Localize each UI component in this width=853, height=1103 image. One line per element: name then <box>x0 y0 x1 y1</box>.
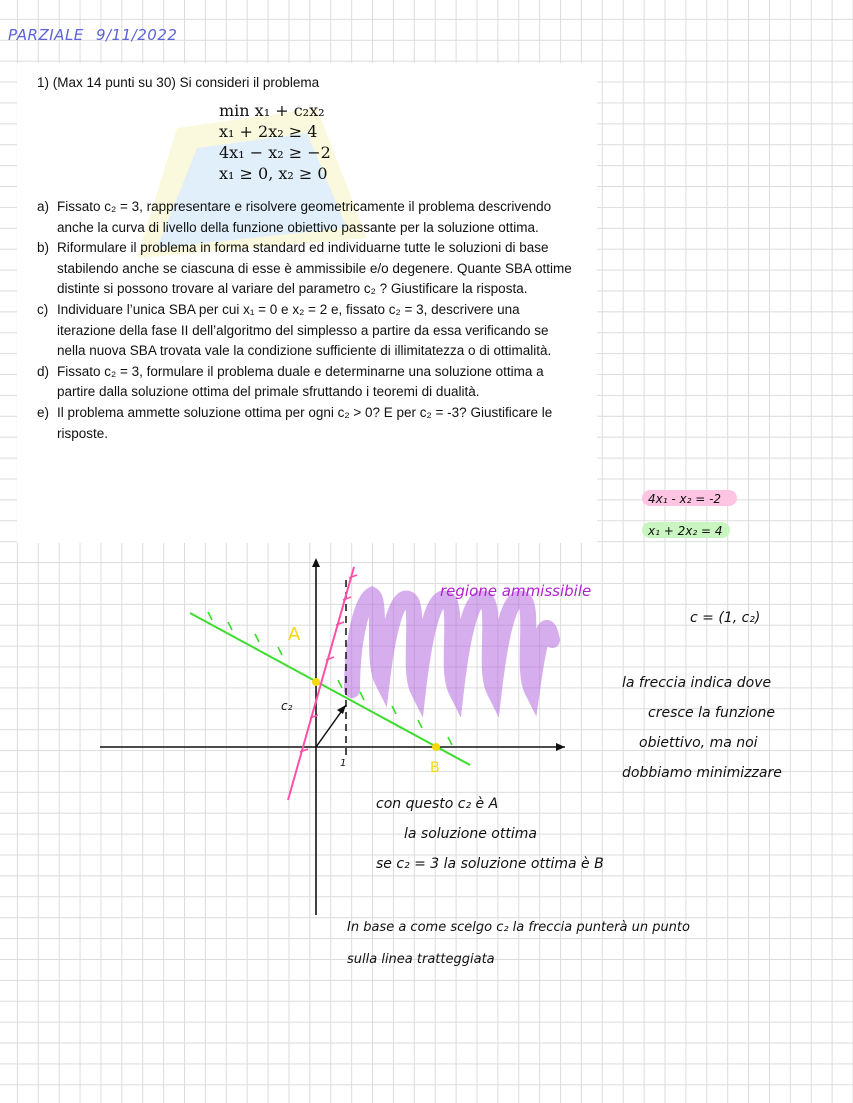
part-label: a) <box>37 199 50 214</box>
part-label: e) <box>37 404 50 420</box>
point-b-marker <box>432 743 440 751</box>
math-constraint-1: x₁ + 2x₂ ≥ 4 <box>219 122 318 141</box>
part-label: b) <box>37 240 50 256</box>
point-a-marker <box>312 678 320 686</box>
c2-axis-label: c₂ <box>281 699 293 713</box>
math-constraint-3: x₁ ≥ 0, x₂ ≥ 0 <box>219 164 328 183</box>
bottom-note-1: In base a come scelgo c₂ la freccia punterà un punto <box>347 920 690 935</box>
header-date: 9/11/2022 <box>96 26 178 44</box>
arrow-note-1: la freccia indica dove <box>622 675 772 691</box>
part-text: Fissato c₂ = 3, rappresentare e risolvere geometricamente il problema descrivendo anche la curva di livello della funzione obiettivo passante per la soluzione ottima. <box>57 199 552 235</box>
x-axis-arrow-icon <box>556 743 565 751</box>
part-text: Fissato c₂ = 3, formulare il problema duale e determinarne una soluzione ottima a partire dalla soluzione ottima del primale sfruttando i teoremi di dualità. <box>57 363 544 400</box>
arrow-note-4: dobbiamo minimizzare <box>622 765 782 781</box>
solution-note-2: la soluzione ottima <box>404 826 537 842</box>
part-text: Il problema ammette soluzione ottima per ogni c₂ > 0? E per c₂ = -3? Giustificare le risposte. <box>57 404 553 441</box>
y-axis-arrow-icon <box>312 558 320 567</box>
legend-pink-text: 4x₁ - x₂ = -2 <box>648 492 722 506</box>
math-constraint-2: 4x₁ − x₂ ≥ −2 <box>219 143 331 162</box>
c-vector-note: c = (1, c₂) <box>690 610 761 626</box>
legend-green-text: x₁ + 2x₂ = 4 <box>648 524 723 538</box>
c-vector-arrow-icon <box>337 705 346 714</box>
solution-note-1: con questo c₂ è A <box>376 796 499 812</box>
part-text: Individuare l’unica SBA per cui x₁ = 0 e x₂ = 2 e, fissato c₂ = 3, descrivere una iterazione della fase II dell’algoritmo del simplesso a partire da essa verificando se nella nuova SBA trovata vale la condizione sufficiente di illimitatezza o di ottimalità. <box>57 301 552 359</box>
question-title: 1) (Max 14 punti su 30) Si consideri il problema <box>37 75 320 90</box>
math-objective: min x₁ + c₂x₂ <box>219 101 325 120</box>
tick-one-label: 1 <box>340 758 347 769</box>
arrow-note-3: obiettivo, ma noi <box>639 735 758 751</box>
bottom-note-2: sulla linea tratteggiata <box>347 952 495 967</box>
part-label: d) <box>37 363 50 379</box>
feasible-region-scribble <box>352 595 552 690</box>
solution-note-3: se c₂ = 3 la soluzione ottima è B <box>376 856 604 872</box>
point-b-label: B <box>430 760 440 776</box>
feasible-region-label: regione ammissibile <box>440 582 592 600</box>
part-label: c) <box>37 301 49 317</box>
part-text: Riformulare il problema in forma standard ed individuarne tutte le soluzioni di base stabilendo anche se ciascuna di esse è ammissibile e/o degenere. Quante SBA ottime distinte si possono trovare al variare del parametro c₂ ? Giustificare la risposta. <box>57 240 572 297</box>
header-title: PARZIALE <box>8 26 84 44</box>
arrow-note-2: cresce la funzione <box>648 705 776 721</box>
point-a-label: A <box>288 624 301 645</box>
